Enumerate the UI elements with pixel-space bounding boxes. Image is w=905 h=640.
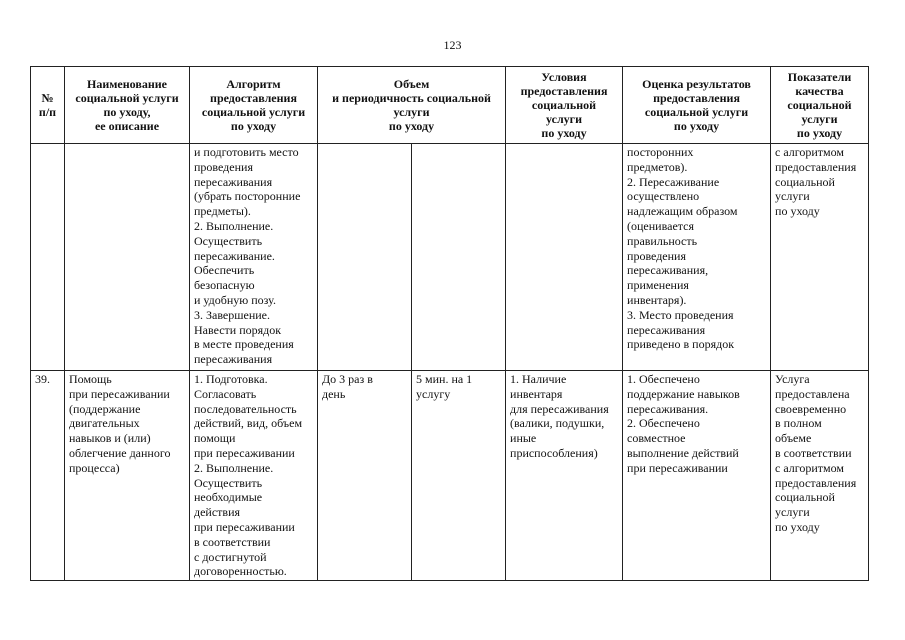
header-evaluation: [623, 67, 771, 144]
table-header-row: [31, 67, 869, 144]
cell-text-line: Осуществить: [194, 475, 263, 490]
cell-text-line: в полном: [775, 416, 822, 431]
cell-text-line: действий, вид, объем: [194, 416, 303, 431]
cell-volume-duration: [412, 144, 506, 371]
cell-text-line: предоставления: [520, 84, 608, 98]
cell-text-line: двигательных: [69, 416, 140, 431]
cell-text-line: предоставления: [653, 91, 740, 105]
cell-text-line: 3. Место проведения: [627, 307, 734, 322]
cell-text-line: Обеспечить: [194, 263, 255, 278]
cell-text-line: п/п: [38, 105, 57, 119]
cell-text-line: применения: [627, 278, 689, 293]
cell-text-line: пересаживания.: [627, 401, 709, 416]
header-name: [65, 67, 190, 144]
cell-conditions: [506, 144, 623, 371]
cell-text-line: с достигнутой: [194, 549, 267, 564]
cell-text-line: при пересаживании: [194, 519, 295, 534]
cell-text-line: Условия: [541, 70, 587, 84]
cell-text-line: пересаживания: [627, 322, 706, 337]
cell-text-line: №: [41, 91, 54, 105]
cell-text-line: пересаживание.: [194, 248, 275, 263]
cell-text-line: 1. Наличие: [510, 372, 567, 386]
header-volume: [318, 67, 506, 144]
cell-text-line: инвентаря: [510, 386, 563, 401]
cell-text-line: предоставления: [210, 91, 297, 105]
cell-text-line: при пересаживании: [194, 445, 295, 460]
cell-text-line: услуги: [393, 105, 430, 119]
cell-text-line: социальной: [775, 174, 835, 189]
cell-text-line: по уходу: [388, 119, 435, 133]
cell-text-line: Помощь: [69, 372, 112, 386]
cell-text-line: пересаживания: [194, 174, 273, 189]
cell-text-line: Объем: [393, 77, 430, 91]
cell-text-line: социальной: [787, 98, 852, 112]
cell-text-line: пересаживания,: [627, 263, 709, 278]
cell-text-line: своевременно: [775, 401, 847, 416]
cell-text-line: и периодичность социальной: [332, 91, 491, 105]
header-algorithm: [190, 67, 318, 144]
cell-text-line: день: [322, 386, 346, 401]
cell-text-line: Навести порядок: [194, 322, 282, 337]
cell-algorithm: [190, 144, 318, 371]
cell-evaluation: [623, 144, 771, 371]
cell-text-line: Осуществить: [194, 233, 263, 248]
cell-text-line: 1. Подготовка.: [194, 372, 268, 386]
cell-text-line: услуги: [775, 505, 810, 520]
cell-text-line: с алгоритмом: [775, 145, 845, 159]
cell-text-line: помощи: [194, 431, 236, 446]
cell-text-line: социальной: [775, 490, 835, 505]
cell-volume-duration: [412, 371, 506, 581]
cell-name: [65, 144, 190, 371]
cell-text-line: предоставления: [775, 159, 857, 174]
cell-text-line: предоставления: [775, 475, 857, 490]
cell-text-line: договоренностью.: [194, 564, 287, 579]
services-table: [30, 66, 869, 581]
cell-text-line: проведения: [194, 159, 253, 174]
cell-conditions: [506, 371, 623, 581]
page-number: 123: [443, 38, 462, 52]
cell-text-line: процесса): [69, 460, 120, 475]
cell-text-line: До 3 раз в: [322, 372, 373, 386]
cell-text-line: для пересаживания: [510, 401, 609, 416]
table-row: [31, 144, 869, 371]
header-quality: [771, 67, 869, 144]
cell-text-line: (поддержание: [69, 401, 141, 416]
cell-text-line: при пересаживании: [627, 460, 728, 475]
cell-text-line: Согласовать: [194, 386, 257, 401]
cell-text-line: правильность: [627, 233, 698, 248]
cell-text-line: проведения: [627, 248, 686, 263]
cell-text-line: социальной: [531, 98, 597, 112]
cell-name: [65, 371, 190, 581]
cell-text-line: по уходу,: [103, 105, 151, 119]
cell-text-line: в соответствии: [775, 445, 852, 460]
cell-text-line: услуги: [801, 112, 838, 126]
cell-quality: [771, 371, 869, 581]
cell-text-line: 3. Завершение.: [194, 307, 270, 322]
cell-text-line: действия: [194, 505, 241, 520]
cell-text-line: пересаживания: [194, 352, 273, 367]
cell-evaluation: [623, 371, 771, 581]
cell-text-line: совместное: [627, 431, 686, 446]
cell-text-line: социальной услуги: [644, 105, 749, 119]
cell-num: [31, 144, 65, 371]
cell-text-line: 1. Обеспечено: [627, 372, 700, 386]
cell-text-line: 2. Выполнение.: [194, 218, 274, 233]
cell-text-line: объеме: [775, 431, 812, 446]
cell-text-line: услугу: [416, 386, 451, 401]
cell-text-line: необходимые: [194, 490, 263, 505]
cell-volume-frequency: [318, 144, 412, 371]
cell-text-line: (валики, подушки,: [510, 416, 605, 431]
table-row: [31, 371, 869, 581]
cell-text-line: при пересаживании: [69, 386, 170, 401]
header-num: [31, 67, 65, 144]
cell-text-line: надлежащим образом: [627, 204, 738, 219]
cell-text-line: в месте проведения: [194, 337, 294, 352]
cell-text-line: последовательность: [194, 401, 297, 416]
cell-text-line: по уходу: [775, 519, 820, 534]
cell-text-line: услуги: [545, 112, 583, 126]
cell-text-line: посторонних: [627, 145, 694, 159]
cell-text-line: по уходу: [541, 126, 587, 140]
cell-text-line: 2. Обеспечено: [627, 416, 700, 431]
cell-text-line: и подготовить место: [194, 145, 299, 159]
cell-volume-frequency: [318, 371, 412, 581]
cell-text-line: предоставлена: [775, 386, 850, 401]
cell-text-line: социальной услуги: [75, 91, 179, 105]
cell-text-line: (оценивается: [627, 218, 694, 233]
cell-text-line: приспособления): [510, 445, 598, 460]
cell-text-line: выполнение действий: [627, 445, 739, 460]
cell-text-line: 39.: [35, 372, 50, 386]
cell-num: [31, 371, 65, 581]
cell-text-line: (убрать посторонние: [194, 189, 301, 204]
cell-text-line: услуги: [775, 189, 810, 204]
cell-text-line: и удобную позу.: [194, 292, 276, 307]
cell-text-line: Показатели: [787, 70, 852, 84]
cell-text-line: поддержание навыков: [627, 386, 740, 401]
cell-quality: [771, 144, 869, 371]
cell-algorithm: [190, 371, 318, 581]
cell-text-line: Услуга: [775, 372, 810, 386]
cell-text-line: 5 мин. на 1: [416, 372, 473, 386]
header-conditions: [506, 67, 623, 144]
cell-text-line: осуществлено: [627, 189, 700, 204]
cell-text-line: Алгоритм: [226, 77, 281, 91]
cell-text-line: по уходу: [230, 119, 277, 133]
cell-text-line: приведено в порядок: [627, 337, 735, 352]
cell-text-line: навыков и (или): [69, 431, 151, 446]
cell-text-line: Оценка результатов: [642, 77, 751, 91]
cell-text-line: иные: [510, 431, 537, 446]
cell-text-line: качества: [795, 84, 844, 98]
cell-text-line: по уходу: [796, 126, 843, 140]
cell-text-line: предметов).: [627, 159, 688, 174]
cell-text-line: безопасную: [194, 278, 255, 293]
cell-text-line: социальной услуги: [201, 105, 306, 119]
cell-text-line: с алгоритмом: [775, 460, 845, 475]
cell-text-line: по уходу: [673, 119, 720, 133]
cell-text-line: 2. Выполнение.: [194, 460, 274, 475]
cell-text-line: 2. Пересаживание: [627, 174, 720, 189]
cell-text-line: по уходу: [775, 204, 820, 219]
cell-text-line: облегчение данного: [69, 445, 171, 460]
cell-text-line: в соответствии: [194, 534, 271, 549]
cell-text-line: ее описание: [94, 119, 160, 133]
cell-text-line: предметы).: [194, 204, 251, 219]
cell-text-line: Наименование: [87, 77, 167, 91]
cell-text-line: инвентаря).: [627, 292, 687, 307]
